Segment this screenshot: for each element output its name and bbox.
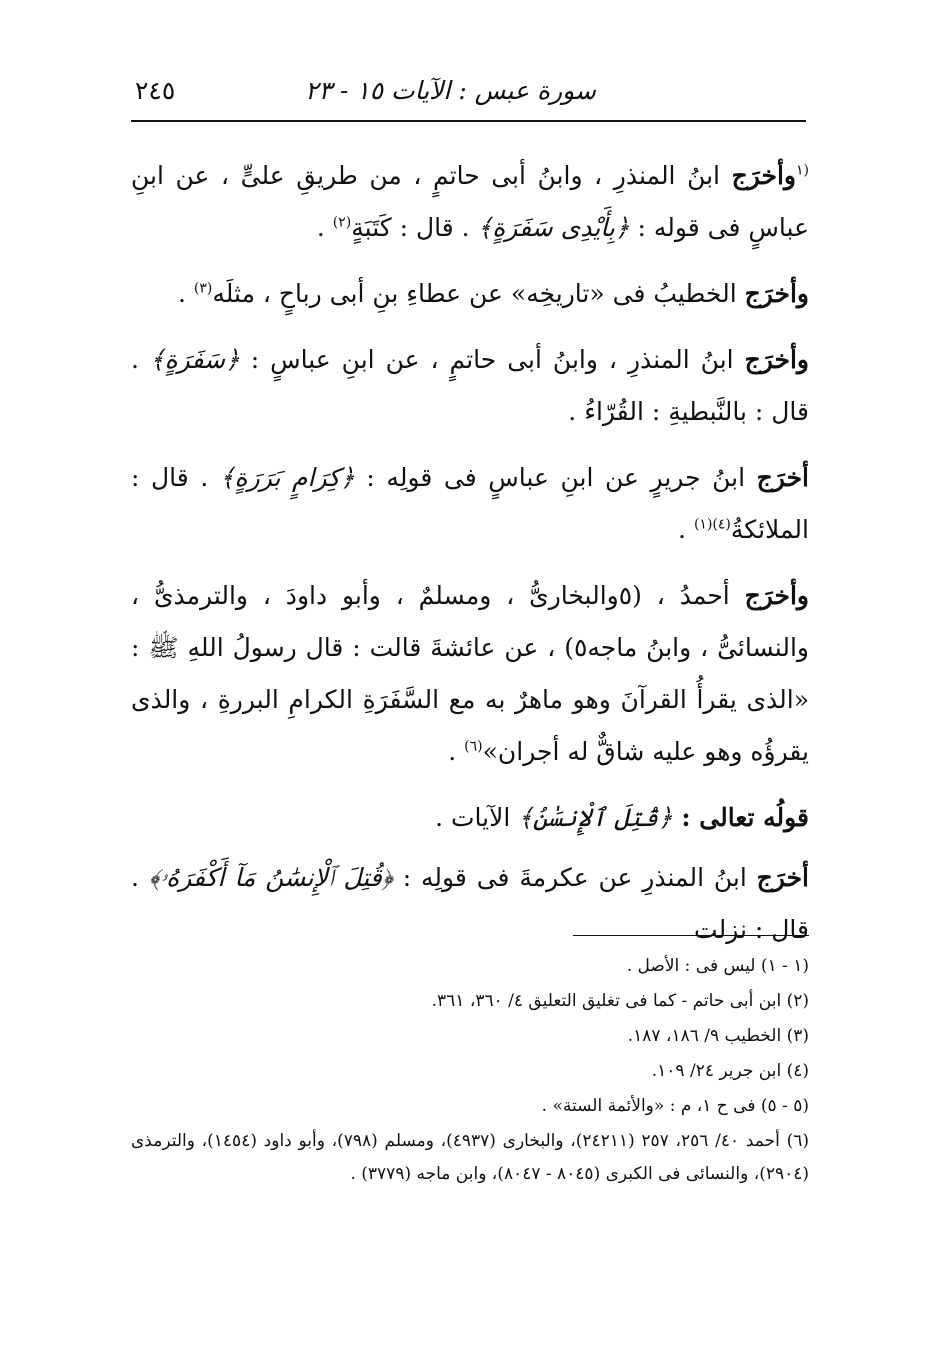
- paragraph-end: .: [568, 397, 585, 426]
- paragraph-text: الخطيبُ فى «تاريخِه» عن عطاءِ بنِ أبى رباحٍ ، مثلَه: [212, 279, 745, 308]
- footnote-4: (٤) ابن جرير ٢٤/ ١٠٩.: [651, 1061, 809, 1081]
- footnote-marker: (٢): [332, 214, 352, 231]
- footnote-2: (٢) ابن أبى حاتم - كما فى تغليق التعليق ٤/ ٣٦٠، ٣٦١.: [431, 991, 809, 1011]
- paragraph-end: .: [177, 279, 194, 308]
- paragraph-lead: قولُه تعالى :: [672, 803, 809, 832]
- footnote-marker: (٦): [464, 738, 483, 755]
- paragraph-lead: وأخرَج: [731, 161, 796, 190]
- paragraph-text-2: . قال : الملائكةُ: [131, 463, 809, 544]
- footnotes: [131, 950, 809, 1193]
- quran-quote: ﴿قُتِلَ ٱلْإِنسَٰنُ﴾: [518, 803, 673, 832]
- paragraph-text: ابنُ المنذرِ ، وابنُ أبى حاتمٍ ، عن ابنِ عباسٍ :: [239, 345, 745, 374]
- paragraph-text-2: . قال : نزلت: [131, 863, 809, 944]
- footnote-6: (٦) أحمد ٤٠/ ٢٥٦، ٢٥٧ (٢٤٢١١)، والبخارى (٤٩٣٧)، ومسلم (٧٩٨)، وأبو داود (١٤٥٤)، والترمذى (٢٩٠٤)، والنسائى فى الكبرى (٨٠٤٥ - ٨٠٤٧)، وابن ماجه (٣٧٧٩) .: [131, 1131, 809, 1184]
- paragraph-end: .: [435, 803, 451, 832]
- paragraph-lead: وأخرَج: [744, 345, 809, 374]
- quran-quote: ﴿سَفَرَةٍ﴾: [149, 345, 240, 374]
- paragraph-text-2: الآيات: [450, 803, 519, 832]
- surah-title: سورة عبس : الآيات ١٥ - ٢٣: [305, 76, 596, 105]
- quran-quote: ﴿كِرَامٍ بَرَرَةٍ﴾: [219, 463, 355, 492]
- running-header: [131, 72, 806, 112]
- paragraph-6: [131, 792, 809, 844]
- paragraph-7: [131, 852, 809, 956]
- paragraph-lead: أخرَج: [756, 463, 809, 492]
- paragraph-4: [131, 452, 809, 556]
- footnote-1: (١ - ١) ليس فى : الأصل .: [626, 956, 809, 976]
- paragraph-end: .: [678, 515, 694, 544]
- paragraph-3: [131, 334, 809, 438]
- footnote-3: (٣) الخطيب ٩/ ١٨٦، ١٨٧.: [627, 1026, 809, 1046]
- paragraph-text: ابنُ المنذرِ عن عكرمةَ فى قولِه :: [392, 863, 757, 892]
- paragraph-text-2: . قال : كَتَبَةٍ: [351, 213, 478, 242]
- paragraph-1: [131, 150, 809, 254]
- page-number: ٢٤٥: [135, 76, 176, 105]
- header-rule: [131, 120, 806, 122]
- paragraph-text: أحمدُ ، (٥والبخارىُّ ، ومسلمٌ ، وأبو داودَ ، والترمذىُّ ، والنسائىُّ ، وابنُ ماجه٥) ، عن عائشةَ قالت : قال رسولُ اللهِ ﷺ : «الذى يقرأُ القرآنَ وهو ماهرٌ به مع السَّفَرَةِ الكرامِ البررةِ ، والذى يقرؤُه وهو عليه شاقٌّ له أجران»: [131, 581, 809, 766]
- footnote-5: (٥ - ٥) فى ح ١، م : «والأئمة الستة» .: [541, 1096, 809, 1116]
- footnote-marker: (١: [796, 162, 809, 179]
- main-text: [131, 150, 809, 970]
- paragraph-lead: أخرَج: [756, 863, 809, 892]
- paragraph-5: [131, 570, 809, 778]
- quran-quote: ﴿قُتِلَ ٱلْإِنسَٰنُ مَآ أَكْفَرَهُۥ﴾: [148, 863, 393, 892]
- paragraph-lead: وأخرَج: [744, 279, 809, 308]
- paragraph-end: .: [448, 737, 465, 766]
- footnote-marker: (٣): [193, 280, 213, 297]
- paragraph-text-2: . قال : بالنَّبطيةِ : القُرّاءُ: [131, 345, 809, 426]
- quran-quote: ﴿بِأَيْدِى سَفَرَةٍ﴾: [477, 213, 630, 242]
- footnote-marker: (٤)(١): [693, 516, 731, 533]
- paragraph-text: ابنُ جريرٍ عن ابنِ عباسٍ فى قولِه :: [354, 463, 757, 492]
- paragraph-lead: وأخرَج: [744, 581, 809, 610]
- footnotes-rule: [573, 935, 809, 936]
- paragraph-text: ابنُ المنذرِ ، وابنُ أبى حاتمٍ ، من طريقِ علىٍّ ، عن ابنِ عباسٍ فى قوله :: [131, 161, 809, 242]
- paragraph-end: .: [316, 213, 333, 242]
- paragraph-2: [131, 268, 809, 320]
